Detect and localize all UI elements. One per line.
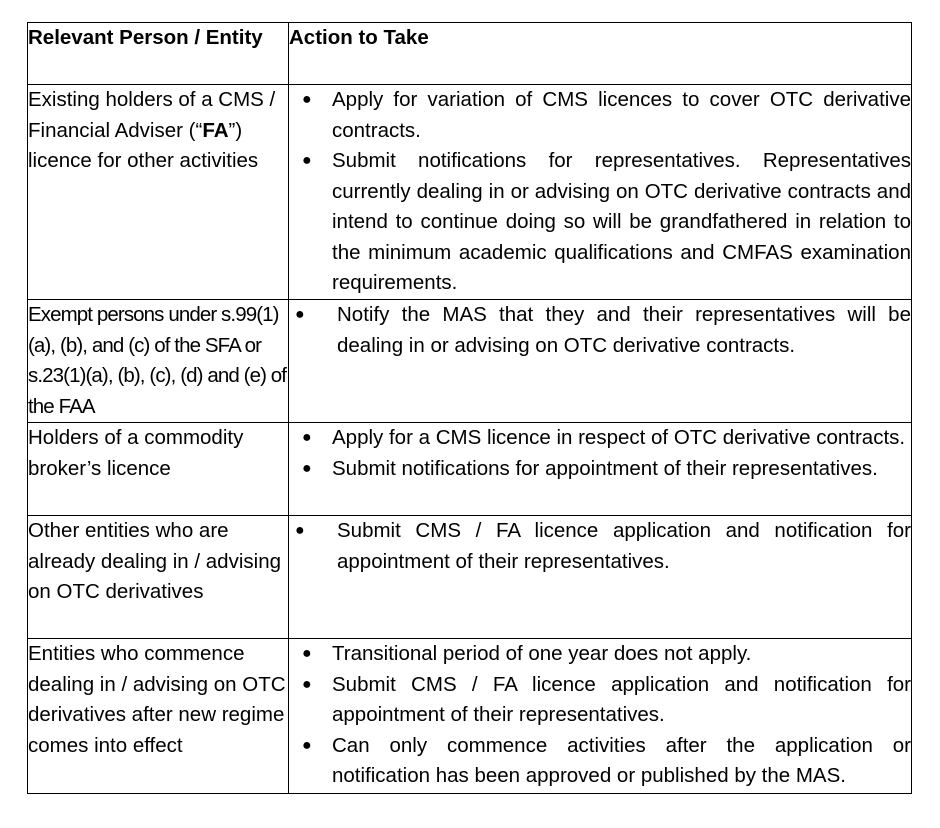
action-text: Transitional period of one year does not apply. (332, 642, 752, 665)
action-cell (289, 639, 912, 794)
table-row (28, 639, 912, 794)
list-item (289, 85, 911, 146)
action-text: Apply for a CMS licence in respect of OTC derivative contracts. (332, 426, 906, 449)
header-person: Relevant Person / Entity (28, 23, 289, 85)
action-list (289, 85, 911, 299)
bullet-icon: ● (302, 429, 312, 446)
person-cell: Entities who commence dealing in / advising on OTC derivatives after new regime comes into effect (28, 639, 289, 794)
action-list (289, 639, 911, 792)
action-table (27, 22, 912, 794)
bullet-icon: ● (302, 152, 312, 169)
bullet-icon: ● (295, 306, 305, 323)
action-text: Submit notifications for representatives. Representatives currently dealing in or advising on OTC derivative contracts and intend to continue doing so will be grandfathered in relation to the minimum academic qualifications and CMFAS examination requirements. (332, 149, 911, 294)
person-cell: Holders of a commodity broker’s licence (28, 423, 289, 516)
header-row (28, 23, 912, 85)
action-cell (289, 516, 912, 639)
table-row (28, 300, 912, 423)
bullet-icon: ● (302, 675, 312, 693)
action-list (289, 300, 911, 361)
action-cell (289, 300, 912, 423)
person-cell (28, 85, 289, 300)
list-item (289, 423, 911, 454)
bullet-icon: ● (302, 459, 312, 477)
list-item (289, 639, 911, 670)
person-cell: Exempt persons under s.99(1)(a), (b), and (c) of the SFA or s.23(1)(a), (b), (c), (d) and (e) of the FAA (28, 300, 289, 423)
list-item (289, 670, 911, 731)
list-item (289, 516, 911, 577)
table-row (28, 85, 912, 300)
bullet-icon: ● (302, 736, 312, 754)
list-item (289, 454, 911, 485)
bullet-icon: ● (295, 522, 305, 539)
table-row (28, 423, 912, 516)
person-text-part: ”) licence for other activities (28, 118, 259, 172)
action-text: Apply for variation of CMS licences to cover OTC derivative contracts. (332, 88, 911, 142)
action-list (289, 423, 911, 484)
header-action: Action to Take (289, 23, 912, 85)
action-text: Submit CMS / FA licence application and notification for appointment of their representatives. (332, 672, 911, 726)
action-cell (289, 423, 912, 516)
bullet-icon: ● (302, 91, 312, 108)
person-text-abbreviation: FA (202, 118, 229, 142)
action-list (289, 516, 911, 577)
person-cell: Other entities who are already dealing in / advising on OTC derivatives (28, 516, 289, 639)
list-item (289, 731, 911, 792)
action-text: Can only commence activities after the application or notification has been approved or published by the MAS. (332, 733, 911, 787)
action-text: Submit CMS / FA licence application and notification for appointment of their representatives. (337, 519, 911, 573)
action-cell (289, 85, 912, 300)
list-item (289, 146, 911, 299)
action-text: Notify the MAS that they and their representatives will be dealing in or advising on OTC derivative contracts. (337, 303, 911, 357)
action-text: Submit notifications for appointment of their representatives. (332, 456, 878, 480)
bullet-icon: ● (302, 645, 312, 662)
list-item (289, 300, 911, 361)
table-row (28, 516, 912, 639)
person-text-part: Existing holders of a CMS / Financial Adviser (“ (28, 88, 276, 142)
